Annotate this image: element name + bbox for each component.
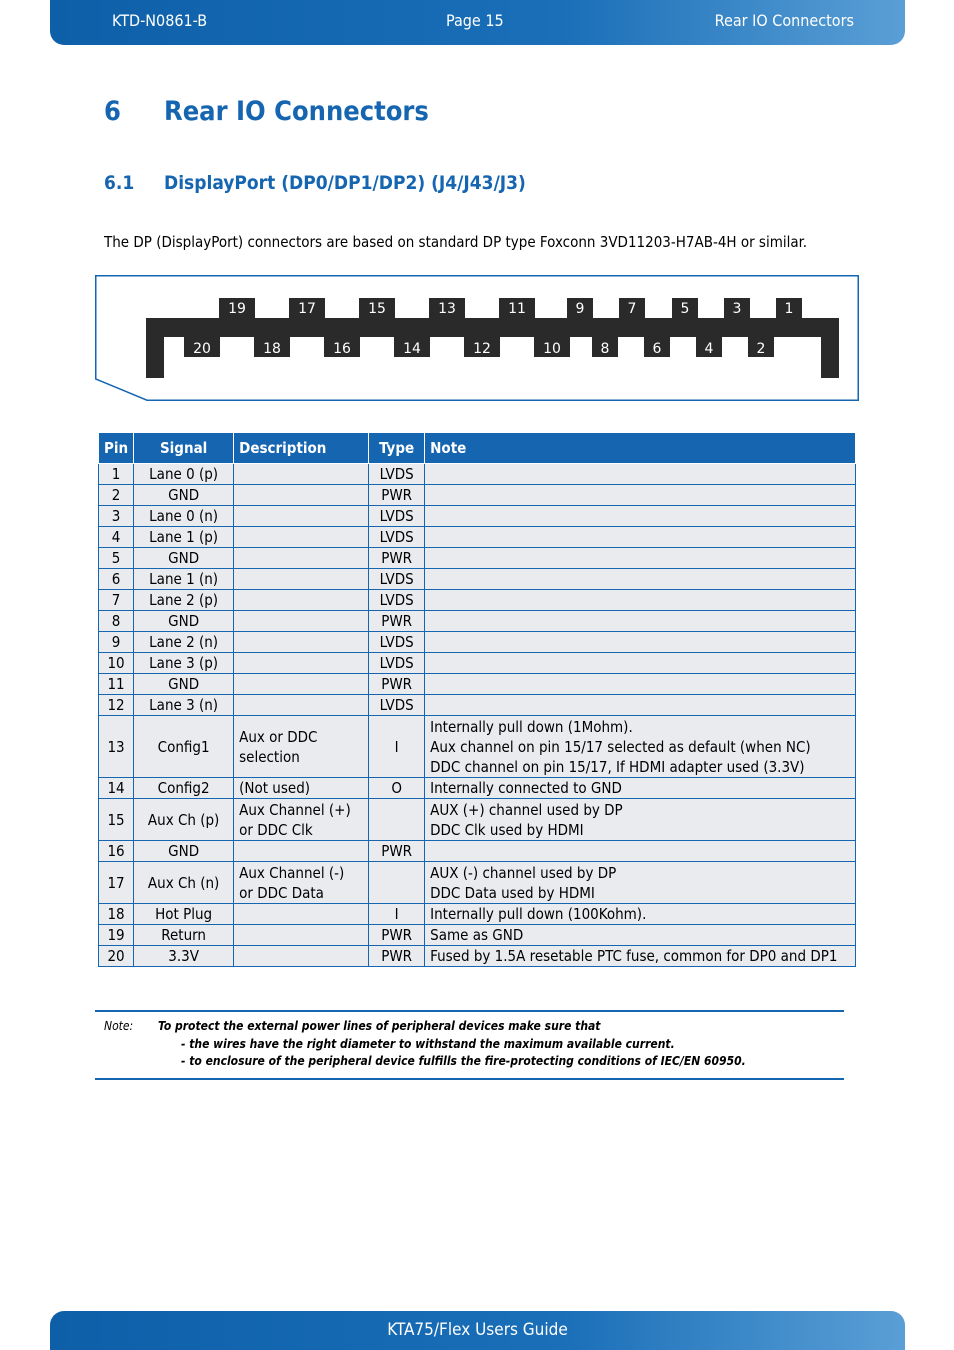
cell-note: Internally pull down (1Mohm). Aux channel on pin 15/17 selected as default (when NC) DDC channel on pin 15/17, If HDMI adapter used (3.3V)	[425, 716, 856, 778]
cell-description	[234, 527, 369, 548]
cell-type: LVDS	[369, 653, 425, 674]
cell-type: PWR	[369, 611, 425, 632]
cell-description	[234, 590, 369, 611]
cell-signal: Lane 0 (n)	[134, 506, 234, 527]
chapter-heading	[104, 96, 429, 127]
cell-description	[234, 925, 369, 946]
cell-pin: 19	[99, 925, 134, 946]
cell-description	[234, 548, 369, 569]
cell-pin: 17	[99, 862, 134, 904]
cell-signal: Lane 3 (n)	[134, 695, 234, 716]
cell-description	[234, 904, 369, 925]
cell-pin: 2	[99, 485, 134, 506]
cell-signal: Lane 0 (p)	[134, 464, 234, 485]
cell-type	[369, 799, 425, 841]
cell-signal: GND	[134, 841, 234, 862]
footer-title: KTA75/Flex Users Guide	[387, 1320, 568, 1340]
table-row	[99, 506, 856, 527]
cell-note	[425, 695, 856, 716]
pin-label: 6	[652, 341, 662, 357]
cell-description	[234, 485, 369, 506]
cell-signal: Lane 1 (n)	[134, 569, 234, 590]
connector-diagram	[95, 275, 859, 401]
pin-label: 9	[575, 301, 585, 317]
cell-pin: 3	[99, 506, 134, 527]
col-header-signal: Signal	[134, 433, 234, 464]
cell-signal: Hot Plug	[134, 904, 234, 925]
cell-type: PWR	[369, 548, 425, 569]
pin-label: 10	[543, 341, 561, 357]
table-row	[99, 904, 856, 925]
cell-description	[234, 611, 369, 632]
intro-paragraph: The DP (DisplayPort) connectors are based on standard DP type Foxconn 3VD11203-H7AB-4H or similar.	[104, 233, 808, 251]
page-header	[50, 0, 905, 45]
table-row	[99, 527, 856, 548]
cell-pin: 16	[99, 841, 134, 862]
safety-note	[95, 1010, 844, 1080]
table-row	[99, 778, 856, 799]
section-title: DisplayPort (DP0/DP1/DP2) (J4/J43/J3)	[164, 172, 526, 194]
cell-type: O	[369, 778, 425, 799]
cell-pin: 5	[99, 548, 134, 569]
table-row	[99, 925, 856, 946]
cell-note: AUX (+) channel used by DP DDC Clk used by HDMI	[425, 799, 856, 841]
cell-pin: 9	[99, 632, 134, 653]
note-line-0: To protect the external power lines of peripheral devices make sure that	[158, 1019, 601, 1033]
pin-label: 14	[403, 341, 421, 357]
cell-description	[234, 695, 369, 716]
cell-note	[425, 632, 856, 653]
col-header-description: Description	[234, 433, 369, 464]
page-number: Page 15	[446, 11, 504, 30]
cell-pin: 10	[99, 653, 134, 674]
cell-description: Aux Channel (-) or DDC Data	[234, 862, 369, 904]
col-header-note: Note	[425, 433, 856, 464]
note-line-2: - to enclosure of the peripheral device fulfills the fire-protecting conditions of IEC/EN 60950.	[181, 1054, 746, 1068]
pin-label: 12	[473, 341, 491, 357]
cell-description	[234, 632, 369, 653]
cell-signal: Lane 3 (p)	[134, 653, 234, 674]
section-number: 6.1	[104, 172, 135, 194]
note-label: Note:	[104, 1019, 134, 1033]
pin-label: 1	[784, 301, 794, 317]
table-row	[99, 841, 856, 862]
cell-description	[234, 569, 369, 590]
section-heading	[104, 172, 526, 194]
chapter-number: 6	[104, 96, 121, 127]
table-row	[99, 569, 856, 590]
note-line-1: - the wires have the right diameter to withstand the maximum available current.	[181, 1037, 675, 1051]
cell-signal: GND	[134, 548, 234, 569]
cell-pin: 15	[99, 799, 134, 841]
cell-type: I	[369, 904, 425, 925]
pin-label: 15	[368, 301, 386, 317]
cell-type	[369, 862, 425, 904]
cell-note: Same as GND	[425, 925, 856, 946]
cell-signal: Lane 2 (n)	[134, 632, 234, 653]
cell-note	[425, 653, 856, 674]
cell-signal: Return	[134, 925, 234, 946]
table-row	[99, 695, 856, 716]
cell-signal: Config2	[134, 778, 234, 799]
cell-note: Internally connected to GND	[425, 778, 856, 799]
pin-label: 18	[263, 341, 281, 357]
table-row	[99, 611, 856, 632]
table-row	[99, 799, 856, 841]
pin-label: 17	[298, 301, 316, 317]
pin-label: 11	[508, 301, 526, 317]
cell-description	[234, 506, 369, 527]
cell-signal: Lane 2 (p)	[134, 590, 234, 611]
cell-signal: GND	[134, 674, 234, 695]
cell-note	[425, 506, 856, 527]
cell-description	[234, 946, 369, 967]
cell-type: I	[369, 716, 425, 778]
cell-type: PWR	[369, 925, 425, 946]
cell-note	[425, 485, 856, 506]
header-section: Rear IO Connectors	[714, 11, 854, 30]
col-header-type: Type	[369, 433, 425, 464]
pin-label: 3	[732, 301, 742, 317]
cell-note	[425, 527, 856, 548]
cell-type: LVDS	[369, 464, 425, 485]
cell-type: LVDS	[369, 590, 425, 611]
pin-label: 19	[228, 301, 246, 317]
cell-type: LVDS	[369, 695, 425, 716]
cell-description	[234, 464, 369, 485]
cell-pin: 6	[99, 569, 134, 590]
cell-pin: 8	[99, 611, 134, 632]
cell-type: PWR	[369, 674, 425, 695]
cell-note	[425, 590, 856, 611]
pin-label: 2	[756, 341, 766, 357]
cell-signal: GND	[134, 485, 234, 506]
cell-pin: 4	[99, 527, 134, 548]
cell-type: PWR	[369, 485, 425, 506]
cell-note	[425, 464, 856, 485]
cell-type: PWR	[369, 946, 425, 967]
pin-label: 7	[627, 301, 637, 317]
cell-pin: 1	[99, 464, 134, 485]
cell-note: Fused by 1.5A resetable PTC fuse, common for DP0 and DP1	[425, 946, 856, 967]
cell-description: (Not used)	[234, 778, 369, 799]
table-header-row	[99, 433, 856, 464]
cell-pin: 12	[99, 695, 134, 716]
cell-pin: 7	[99, 590, 134, 611]
cell-type: LVDS	[369, 632, 425, 653]
cell-signal: Aux Ch (p)	[134, 799, 234, 841]
cell-type: PWR	[369, 841, 425, 862]
cell-note	[425, 569, 856, 590]
pin-label: 16	[333, 341, 351, 357]
table-row	[99, 590, 856, 611]
cell-pin: 14	[99, 778, 134, 799]
cell-description	[234, 674, 369, 695]
doc-id: KTD-N0861-B	[112, 11, 208, 30]
pin-label: 20	[193, 341, 211, 357]
cell-signal: Lane 1 (p)	[134, 527, 234, 548]
cell-signal: GND	[134, 611, 234, 632]
chapter-title: Rear IO Connectors	[164, 96, 429, 127]
cell-pin: 11	[99, 674, 134, 695]
cell-description: Aux Channel (+) or DDC Clk	[234, 799, 369, 841]
cell-note: AUX (-) channel used by DP DDC Data used by HDMI	[425, 862, 856, 904]
col-header-pin: Pin	[99, 433, 134, 464]
page-footer	[50, 1311, 905, 1350]
cell-pin: 20	[99, 946, 134, 967]
cell-description: Aux or DDC selection	[234, 716, 369, 778]
pin-table	[98, 432, 856, 967]
pin-label: 13	[438, 301, 456, 317]
table-row	[99, 653, 856, 674]
pin-label: 4	[704, 341, 714, 357]
cell-note	[425, 611, 856, 632]
table-row	[99, 464, 856, 485]
pin-label: 8	[600, 341, 610, 357]
cell-signal: 3.3V	[134, 946, 234, 967]
table-row	[99, 548, 856, 569]
cell-type: LVDS	[369, 569, 425, 590]
pin-label: 5	[680, 301, 690, 317]
table-row	[99, 716, 856, 778]
cell-signal: Config1	[134, 716, 234, 778]
cell-note	[425, 548, 856, 569]
cell-note	[425, 674, 856, 695]
cell-description	[234, 841, 369, 862]
table-row	[99, 485, 856, 506]
table-row	[99, 862, 856, 904]
cell-note	[425, 841, 856, 862]
table-row	[99, 632, 856, 653]
cell-note: Internally pull down (100Kohm).	[425, 904, 856, 925]
table-row	[99, 674, 856, 695]
cell-signal: Aux Ch (n)	[134, 862, 234, 904]
cell-description	[234, 653, 369, 674]
cell-pin: 18	[99, 904, 134, 925]
cell-type: LVDS	[369, 527, 425, 548]
cell-type: LVDS	[369, 506, 425, 527]
cell-pin: 13	[99, 716, 134, 778]
table-row	[99, 946, 856, 967]
